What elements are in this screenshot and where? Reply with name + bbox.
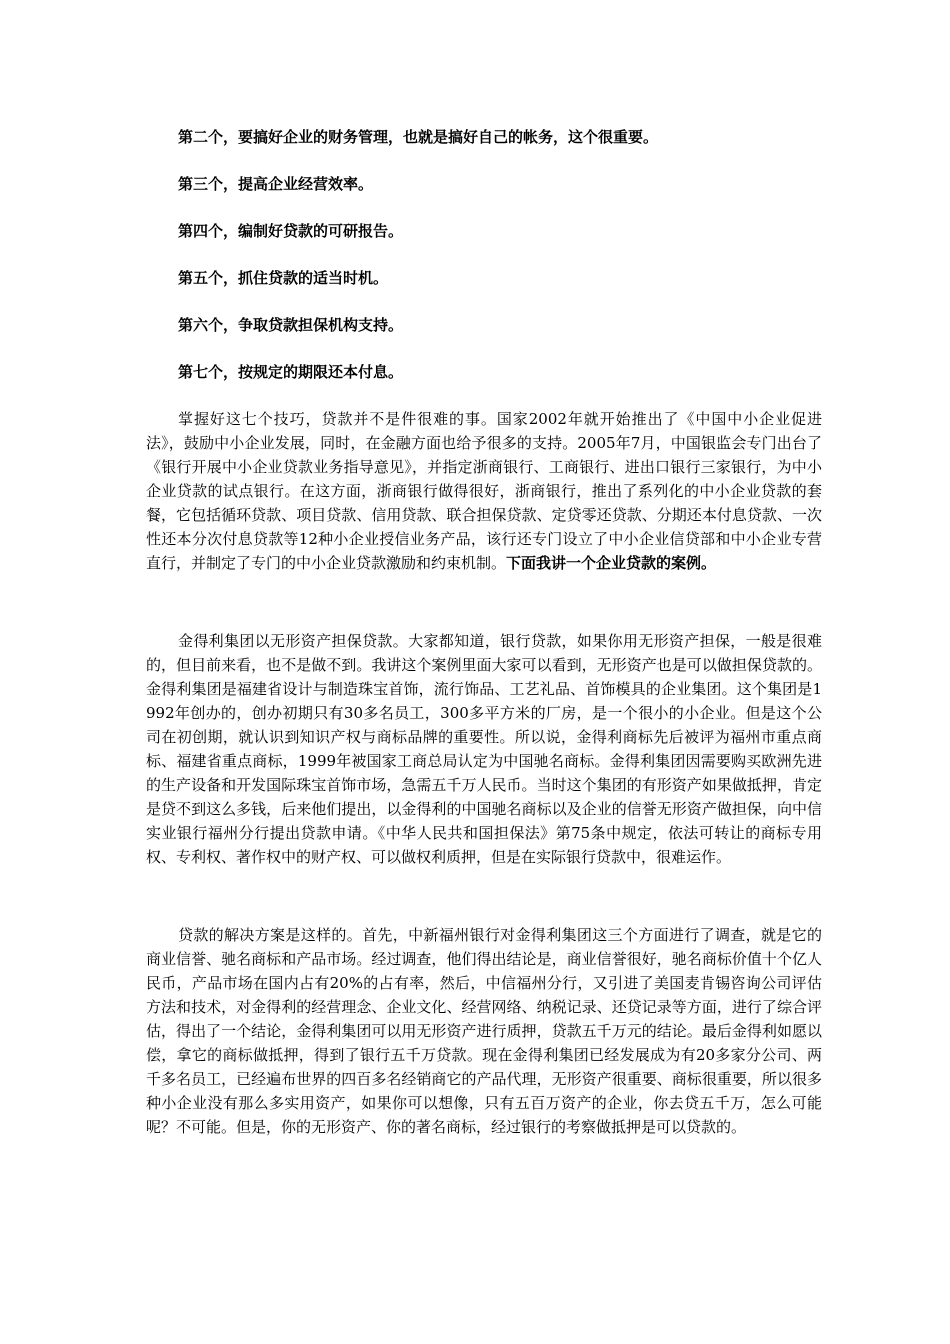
loan-tips-list <box>146 126 826 408</box>
case-intro-sentence: 下面我讲一个企业贷款的案例。 <box>506 554 717 572</box>
tip-item-6: 第六个，争取贷款担保机构支持。 <box>178 316 404 334</box>
paragraph-case-background: 金得利集团以无形资产担保贷款。大家都知道，银行贷款，如果你用无形资产担保，一般是很难的，但目前来看，也不是做不到。我讲这个案例里面大家可以看到，无形资产也是可以做担保贷款的。金得利集团是福建省设计与制造珠宝首饰，流行饰品、工艺礼品、首饰模具的企业集团。这个集团是1992年创办的，创办初期只有30多名员工，300多平方米的厂房，是一个很小的小企业。但是这个公司在初创期，就认识到知识产权与商标品牌的重要性。所以说，金得利商标先后被评为福州市重点商标、福建省重点商标，1999年被国家工商总局认定为中国驰名商标。金得利集团因需要购买欧洲先进的生产设备和开发国际珠宝首饰市场，急需五千万人民币。当时这个集团的有形资产如果做抵押，肯定是贷不到这么多钱，后来他们提出，以金得利的中国驰名商标以及企业的信誉无形资产做担保，向中信实业银行福州分行提出贷款申请。《中华人民共和国担保法》第75条中规定，依法可转让的商标专用权、专利权、著作权中的财产权、可以做权利质押，但是在实际银行贷款中，很难运作。 <box>146 632 822 866</box>
paragraph-case-solution: 贷款的解决方案是这样的。首先，中新福州银行对金得利集团这三个方面进行了调查，就是它的商业信誉、驰名商标和产品市场。经过调查，他们得出结论是，商业信誉很好，驰名商标价值十个亿人民币，产品市场在国内占有20%的占有率，然后，中信福州分行，又引进了美国麦肯锡咨询公司评估方法和技术，对金得利的经营理念、企业文化、经营网络、纳税记录、还贷记录等方面，进行了综合评估，得出了一个结论，金得利集团可以用无形资产进行质押，贷款五千万元的结论。最后金得利如愿以偿，拿它的商标做抵押，得到了银行五千万贷款。现在金得利集团已经发展成为有20多家分公司、两千多名员工，已经遍布世界的四百多名经销商它的产品代理，无形资产很重要、商标很重要，所以很多种小企业没有那么多实用资产，如果你可以想像，只有五百万资产的企业，你去贷五千万，怎么可能呢？不可能。但是，你的无形资产、你的著名商标，经过银行的考察做抵押是可以贷款的。 <box>146 926 822 1136</box>
tip-item-2: 第二个，要搞好企业的财务管理，也就是搞好自己的帐务，这个很重要。 <box>178 128 659 146</box>
tip-item-7: 第七个，按规定的期限还本付息。 <box>178 363 404 381</box>
paragraph-policy-support <box>146 407 822 575</box>
tip-item-5: 第五个，抓住贷款的适当时机。 <box>178 269 389 287</box>
paragraph-policy-text: 掌握好这七个技巧，贷款并不是件很难的事。国家2002年就开始推出了《中国中小企业促进法》，鼓励中小企业发展，同时，在金融方面也给予很多的支持。2005年7月，中国银监会专门出台了《银行开展中小企业贷款业务指导意见》，并指定浙商银行、工商银行、进出口银行三家银行，为中小企业贷款的试点银行。在这方面，浙商银行做得很好，浙商银行，推出了系列化的中小企业贷款的套餐，它包括循环贷款、项目贷款、信用贷款、联合担保贷款、定贷零还贷款、分期还本付息贷款、一次性还本分次付息贷款等12种小企业授信业务产品，该行还专门设立了中小企业信贷部和中小企业专营直行，并制定了专门的中小企业贷款激励和约束机制。 <box>146 410 822 572</box>
tip-item-4: 第四个，编制好贷款的可研报告。 <box>178 222 404 240</box>
tip-item-3: 第三个，提高企业经营效率。 <box>178 175 374 193</box>
